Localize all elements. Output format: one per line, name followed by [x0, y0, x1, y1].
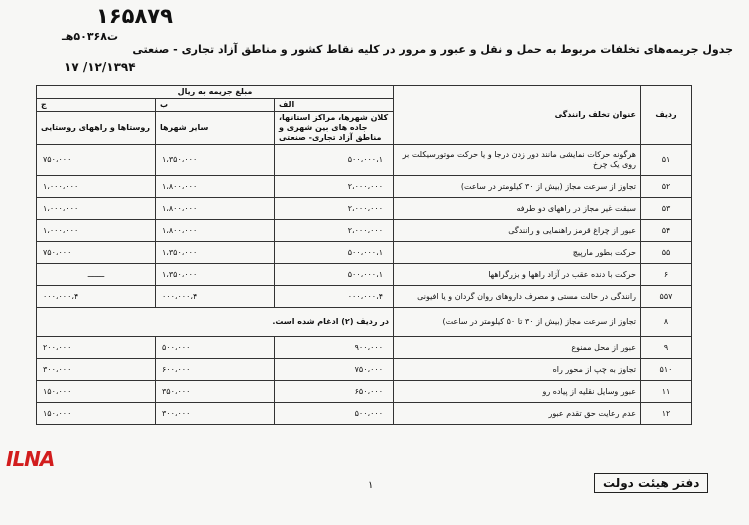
row-title: تجاوز از سرعت مجاز (بیش از ٣٠ تا ۵٠ کیلومتر در ساعت): [394, 308, 641, 337]
header-group-b: ب: [156, 99, 275, 112]
fine-b: ١،٣۵٠،٠٠٠: [156, 242, 275, 264]
row-title: رانندگی در حالت مستی و مصرف داروهای روان گردان و یا افیونی: [394, 286, 641, 308]
fine-a: ۴،٠٠٠،٠٠٠: [275, 286, 394, 308]
header-group-b-desc: سایر شهرها: [156, 112, 275, 145]
fine-b: ١،٨٠٠،٠٠٠: [156, 220, 275, 242]
row-title: عبور وسایل نقلیه از پیاده رو: [394, 381, 641, 403]
row-id: ۵۵: [641, 242, 692, 264]
row-title: عدم رعایت حق تقدم عبور: [394, 403, 641, 425]
fine-b: ١،٣۵٠،٠٠٠: [156, 264, 275, 286]
fine-a: ١،۵٠٠،٠٠٠: [275, 145, 394, 176]
row-id: ١١: [641, 381, 692, 403]
fine-a: ٢،٠٠٠،٠٠٠: [275, 220, 394, 242]
row-title: حرکت با دنده عقب در آزاد راهها و بزرگراهها: [394, 264, 641, 286]
fine-c: ٢٠٠،٠٠٠: [37, 337, 156, 359]
fine-c: ٧۵٠،٠٠٠: [37, 145, 156, 176]
row-id: ۵۴: [641, 220, 692, 242]
fine-b: ١،٨٠٠،٠٠٠: [156, 198, 275, 220]
header-group-c-desc: روستاها و راههای روستایی: [37, 112, 156, 145]
row-id: ١٢: [641, 403, 692, 425]
fine-c: ١،٠٠٠،٠٠٠: [37, 176, 156, 198]
row-title: عبور از محل ممنوع: [394, 337, 641, 359]
table-row: [37, 308, 692, 337]
fine-a: ٢،٠٠٠،٠٠٠: [275, 176, 394, 198]
fine-c: ٣٠٠،٠٠٠: [37, 359, 156, 381]
government-office-stamp: دفتر هیئت دولت: [594, 473, 708, 493]
table-row: [37, 286, 692, 308]
fine-a: ١،۵٠٠،٠٠٠: [275, 264, 394, 286]
table-row: [37, 145, 692, 176]
row-title: سبقت غیر مجاز در راههای دو طرفه: [394, 198, 641, 220]
row-id: ۵۵٧: [641, 286, 692, 308]
table-row: [37, 337, 692, 359]
row-title: هرگونه حرکات نمایشی مانند دور زدن درجا و یا حرکت موتورسیکلت بر روی یک چرخ: [394, 145, 641, 176]
fine-a: ٢،٠٠٠،٠٠٠: [275, 198, 394, 220]
header-violation-title: عنوان تخلف رانندگی: [394, 86, 641, 145]
page-title: جدول جریمه‌های تخلفات مربوط به حمل و نقل و عبور و مرور در کلیه نقاط کشور و مناطق آزاد تجاری - صنعتی: [132, 43, 733, 56]
table-row: [37, 220, 692, 242]
fine-b: ۶٠٠،٠٠٠: [156, 359, 275, 381]
fine-b: ١،٣۵٠،٠٠٠: [156, 145, 275, 176]
row-id: ۵٣: [641, 198, 692, 220]
table-row: [37, 403, 692, 425]
table-row: [37, 176, 692, 198]
fine-b: ١،٨٠٠،٠٠٠: [156, 176, 275, 198]
fine-b: ٣٠٠،٠٠٠: [156, 403, 275, 425]
row-title: تجاوز به چپ از محور راه: [394, 359, 641, 381]
fine-a: ١،۵٠٠،٠٠٠: [275, 242, 394, 264]
document-date: ١٣٩۴/١٢/ ١٧: [64, 60, 136, 74]
table-row: [37, 198, 692, 220]
header-fine-amount: مبلغ جریمه به ریال: [37, 86, 394, 99]
fine-b: ٣۵٠،٠٠٠: [156, 381, 275, 403]
fine-b: ۵٠٠،٠٠٠: [156, 337, 275, 359]
row-id: ۶: [641, 264, 692, 286]
document-number: ١۶۵٨٧٩: [96, 4, 173, 28]
header-group-a: الف: [275, 99, 394, 112]
row-title: تجاوز از سرعت مجاز (بیش از ٣٠ کیلومتر در ساعت): [394, 176, 641, 198]
header-row-number: ردیف: [641, 86, 692, 145]
row-id: ۵١: [641, 145, 692, 176]
row-title: حرکت بطور مارپیچ: [394, 242, 641, 264]
fine-a: ٩٠٠،٠٠٠: [275, 337, 394, 359]
fine-b: ۴،٠٠٠،٠٠٠: [156, 286, 275, 308]
row-id: ۵١٠: [641, 359, 692, 381]
header-group-c: ج: [37, 99, 156, 112]
table-row: [37, 264, 692, 286]
page-number: ١: [368, 480, 374, 491]
fine-c: ٧۵٠،٠٠٠: [37, 242, 156, 264]
fines-table: [36, 85, 692, 425]
fine-c: ١۵٠،٠٠٠: [37, 381, 156, 403]
fine-c: ١۵٠،٠٠٠: [37, 403, 156, 425]
table-row: [37, 359, 692, 381]
document-reference: ت۵٠٣۶٨هـ: [62, 30, 119, 43]
table-row: [37, 381, 692, 403]
fine-c: ١،٠٠٠،٠٠٠: [37, 220, 156, 242]
fine-a: ۵٠٠،٠٠٠: [275, 403, 394, 425]
table-row: [37, 242, 692, 264]
header-group-a-desc: کلان شهرها، مراکز استانها، جاده های بین شهری و مناطق آزاد تجاری- صنعتی: [275, 112, 394, 145]
fine-c: ١،٠٠٠،٠٠٠: [37, 198, 156, 220]
merged-note: در ردیف (٢) ادغام شده است.: [37, 308, 394, 337]
fine-a: ٧۵٠،٠٠٠: [275, 359, 394, 381]
ilna-logo: ILNA: [6, 447, 55, 471]
row-id: ۵٢: [641, 176, 692, 198]
row-title: عبور از چراغ قرمز راهنمایی و رانندگی: [394, 220, 641, 242]
fine-c: ۴،٠٠٠،٠٠٠: [37, 286, 156, 308]
row-id: ٨: [641, 308, 692, 337]
fine-a: ۶۵٠،٠٠٠: [275, 381, 394, 403]
row-id: ٩: [641, 337, 692, 359]
fine-c: ـــــــ: [37, 264, 156, 286]
